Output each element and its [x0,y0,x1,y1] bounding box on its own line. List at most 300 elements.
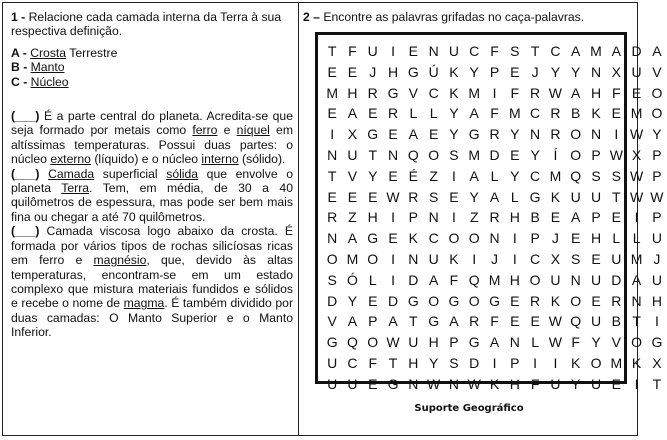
grid-letter[interactable]: U [448,43,459,59]
grid-letter[interactable]: T [327,167,337,184]
grid-letter[interactable]: T [409,313,418,330]
grid-letter[interactable]: C [530,167,541,184]
grid-letter[interactable]: U [590,375,602,392]
grid-letter[interactable]: N [570,271,581,288]
grid-letter[interactable]: U [550,271,561,288]
grid-letter[interactable]: R [550,105,561,122]
grid-letter[interactable]: I [654,313,659,330]
grid-letter[interactable]: N [530,126,541,143]
word-search-grid[interactable] [322,41,667,395]
grid-letter[interactable]: F [530,375,540,392]
grid-letter[interactable]: Y [550,63,561,80]
grid-letter[interactable]: I [492,84,497,101]
grid-letter[interactable]: Y [368,167,378,184]
grid-letter[interactable]: O [468,292,480,309]
grid-letter[interactable]: P [408,209,418,226]
grid-letter[interactable]: T [327,43,337,59]
grid-letter[interactable]: C [428,84,439,101]
grid-letter[interactable]: L [632,230,641,247]
grid-letter[interactable]: E [510,63,520,80]
grid-letter[interactable]: V [347,167,358,184]
grid-letter[interactable]: N [590,126,602,143]
grid-letter[interactable]: V [327,313,337,330]
grid-letter[interactable]: M [326,84,338,101]
grid-letter[interactable]: U [590,271,602,288]
grid-letter[interactable]: E [347,63,358,80]
grid-letter[interactable]: I [512,230,517,247]
grid-letter[interactable]: U [570,188,581,205]
grid-letter[interactable]: G [387,84,399,101]
grid-letter[interactable]: F [510,84,520,101]
grid-letter[interactable]: M [346,250,359,267]
grid-letter[interactable]: D [631,43,642,59]
grid-letter[interactable]: J [491,250,499,267]
grid-letter[interactable]: R [489,209,500,226]
grid-letter[interactable]: O [468,230,480,247]
grid-letter[interactable]: N [387,146,399,163]
grid-letter[interactable]: S [428,188,439,205]
grid-letter[interactable]: E [368,105,378,122]
grid-letter[interactable]: E [388,126,398,143]
grid-letter[interactable]: O [570,146,582,163]
grid-letter[interactable]: O [570,126,582,143]
grid-letter[interactable]: X [631,146,642,163]
grid-letter[interactable]: N [509,334,520,351]
grid-letter[interactable]: Ó [347,271,358,288]
grid-letter[interactable]: O [448,230,460,247]
grid-letter[interactable]: P [652,209,662,226]
grid-letter[interactable]: Q [468,271,480,288]
grid-letter[interactable]: Z [469,209,479,226]
grid-letter[interactable]: U [347,146,358,163]
option-word: Manto [30,60,65,75]
grid-letter[interactable]: O [367,250,379,267]
grid-letter[interactable]: Y [449,105,459,122]
grid-letter[interactable]: A [571,84,581,101]
grid-letter[interactable]: N [428,43,439,59]
grid-letter[interactable]: M [610,354,623,371]
grid-letter[interactable]: M [630,250,643,267]
grid-letter[interactable]: F [490,313,499,330]
grid-letter[interactable]: T [652,375,662,392]
grid-letter[interactable]: A [469,105,479,122]
grid-letter[interactable]: G [326,334,338,351]
grid-letter[interactable]: S [510,43,520,59]
grid-letter[interactable]: Y [591,334,601,351]
grid-letter[interactable]: E [611,375,621,392]
grid-letter[interactable]: D [387,292,399,309]
grid-letter[interactable]: P [530,230,540,247]
grid-letter[interactable]: I [634,209,639,226]
grid-letter[interactable]: G [428,313,440,330]
grid-letter[interactable]: V [611,334,621,351]
grid-letter[interactable]: O [651,105,663,122]
grid-letter[interactable]: I [451,167,456,184]
grid-letter[interactable]: U [550,375,561,392]
grid-letter[interactable]: É [408,167,418,184]
grid-letter[interactable]: Y [571,375,581,392]
grid-letter[interactable]: E [591,250,601,267]
grid-letter[interactable]: Y [469,188,479,205]
grid-letter[interactable]: P [591,146,601,163]
grid-letter[interactable]: U [631,63,642,80]
grid-letter[interactable]: N [489,230,500,247]
grid-letter[interactable]: A [347,105,358,122]
grid-letter[interactable]: W [548,84,563,101]
grid-letter[interactable]: C [469,43,480,59]
grid-letter[interactable]: T [612,188,621,205]
grid-letter[interactable]: L [409,105,418,122]
grid-letter[interactable]: I [330,126,335,143]
grid-letter[interactable]: A [469,167,479,184]
grid-letter[interactable]: M [630,105,643,122]
answer-blank[interactable]: (___) [11,109,40,124]
grid-letter[interactable]: M [590,43,602,59]
grid-letter[interactable]: A [449,313,459,330]
grid-letter[interactable]: P [449,334,459,351]
grid-letter[interactable]: K [449,63,459,80]
grid-letter[interactable]: Q [407,146,419,163]
grid-letter[interactable]: I [451,209,456,226]
grid-letter[interactable]: Q [570,313,582,330]
grid-letter[interactable]: G [367,230,379,247]
grid-letter[interactable]: H [509,375,520,392]
grid-letter[interactable]: D [489,146,500,163]
grid-letter[interactable]: V [652,63,662,80]
grid-letter[interactable]: N [448,375,459,392]
grid-letter[interactable]: O [326,250,338,267]
grid-letter[interactable]: B [571,105,581,122]
grid-letter[interactable]: N [428,209,439,226]
grid-letter[interactable]: A [489,188,500,205]
grid-letter[interactable]: T [368,146,378,163]
grid-letter[interactable]: Y [652,126,662,143]
grid-letter[interactable]: C [550,43,561,59]
grid-letter[interactable]: U [590,188,602,205]
grid-letter[interactable]: W [650,188,664,205]
grid-letter[interactable]: O [428,146,440,163]
grid-letter[interactable]: C [428,230,439,247]
grid-letter[interactable]: M [488,271,501,288]
grid-letter[interactable]: J [369,63,377,80]
grid-letter[interactable]: Y [428,354,439,371]
grid-letter[interactable]: L [368,271,377,288]
grid-letter[interactable]: E [631,84,642,101]
grid-letter[interactable]: K [449,250,459,267]
grid-letter[interactable]: A [347,313,358,330]
grid-letter[interactable]: O [367,334,379,351]
grid-letter[interactable]: I [391,209,395,226]
grid-letter[interactable]: W [427,375,441,392]
grid-letter[interactable]: K [631,354,642,371]
grid-letter[interactable]: A [611,43,621,59]
grid-letter[interactable]: M [508,105,521,122]
grid-letter[interactable]: Y [469,63,479,80]
grid-letter[interactable]: I [391,43,395,59]
grid-letter[interactable]: Q [347,334,358,351]
grid-letter[interactable]: I [391,271,395,288]
grid-letter[interactable]: W [629,126,644,143]
grid-letter[interactable]: P [652,146,662,163]
grid-letter[interactable]: I [391,250,395,267]
grid-letter[interactable]: E [611,105,621,122]
grid-letter[interactable]: J [551,230,559,247]
grid-letter[interactable]: E [368,375,378,392]
grid-letter[interactable]: Y [530,146,540,163]
grid-letter[interactable]: L [531,334,540,351]
grid-letter[interactable]: S [611,167,621,184]
grid-letter[interactable]: W [629,167,644,184]
grid-letter[interactable]: G [529,188,541,205]
grid-letter[interactable]: A [347,230,358,247]
grid-letter[interactable]: O [590,354,602,371]
grid-letter[interactable]: F [571,334,580,351]
grid-letter[interactable]: Y [449,126,459,143]
answer-blank[interactable]: (___) [11,224,40,239]
grid-letter[interactable]: I [614,126,619,143]
grid-letter[interactable]: R [367,84,378,101]
grid-letter[interactable]: A [388,313,398,330]
grid-letter[interactable]: D [611,271,622,288]
grid-letter[interactable]: V [408,84,418,101]
grid-letter[interactable]: D [408,271,419,288]
grid-letter[interactable]: N [408,375,419,392]
grid-letter[interactable]: G [407,63,419,80]
grid-letter[interactable]: W [386,334,400,351]
grid-letter[interactable]: U [327,375,338,392]
grid-letter[interactable]: X [611,63,621,80]
grid-letter[interactable]: M [468,146,481,163]
grid-letter[interactable]: E [327,63,337,80]
grid-letter[interactable]: O [529,271,541,288]
grid-letter[interactable]: I [533,354,538,371]
grid-letter[interactable]: E [408,43,418,59]
grid-letter[interactable]: S [591,167,601,184]
grid-letter[interactable]: M [468,84,481,101]
grid-letter[interactable]: D [327,292,338,309]
grid-letter[interactable]: E [388,230,398,247]
grid-letter[interactable]: F [348,43,357,59]
grid-letter[interactable]: P [368,313,378,330]
grid-letter[interactable]: U [327,354,338,371]
grid-letter[interactable]: A [408,126,418,143]
grid-letter[interactable]: O [651,84,663,101]
grid-letter[interactable]: C [530,105,541,122]
grid-letter[interactable]: L [612,230,621,247]
grid-letter[interactable]: Z [348,209,357,226]
grid-letter[interactable]: P [510,354,520,371]
keyword: magma [123,296,165,311]
grid-letter[interactable]: C [347,354,358,371]
layer-options [11,46,293,89]
grid-letter[interactable]: E [510,313,520,330]
grid-letter[interactable]: C [530,250,541,267]
grid-letter[interactable]: K [449,84,459,101]
grid-letter[interactable]: X [652,354,662,371]
grid-letter[interactable]: A [652,43,662,59]
grid-letter[interactable]: W [548,313,563,330]
grid-letter[interactable]: G [448,292,460,309]
grid-letter[interactable]: H [651,292,662,309]
grid-letter[interactable]: I [634,375,639,392]
grid-letter[interactable]: D [469,354,480,371]
grid-letter[interactable]: H [509,209,520,226]
grid-letter[interactable]: H [590,84,602,101]
grid-letter[interactable]: E [368,188,378,205]
grid-letter[interactable]: Y [510,126,520,143]
grid-letter[interactable]: N [327,146,338,163]
grid-letter[interactable]: E [347,188,358,205]
grid-letter[interactable]: G [489,292,500,309]
grid-letter[interactable]: A [631,271,642,288]
grid-letter[interactable]: G [651,334,663,351]
grid-letter[interactable]: Y [571,63,581,80]
grid-letter[interactable]: I [512,250,517,267]
grid-letter[interactable]: N [408,250,419,267]
grid-letter[interactable]: Q [570,167,582,184]
grid-letter[interactable]: E [510,146,520,163]
grid-letter[interactable]: G [367,126,379,143]
grid-letter[interactable]: O [428,292,440,309]
grid-letter[interactable]: O [631,334,643,351]
grid-letter[interactable]: H [347,84,358,101]
grid-letter[interactable]: B [530,209,540,226]
grid-letter[interactable]: E [550,209,561,226]
grid-letter[interactable]: W [629,188,644,205]
grid-letter[interactable]: T [388,354,398,371]
grid-letter[interactable]: F [490,105,499,122]
grid-letter[interactable]: S [571,250,581,267]
grid-letter[interactable]: H [367,209,378,226]
grid-letter[interactable]: G [468,334,480,351]
grid-letter[interactable]: R [489,126,500,143]
grid-letter[interactable]: U [367,43,378,59]
grid-letter[interactable]: G [387,375,399,392]
grid-letter[interactable]: R [530,292,541,309]
question-1-title [11,10,293,39]
grid-letter[interactable]: S [327,271,337,288]
grid-letter[interactable]: K [550,292,561,309]
grid-letter[interactable]: E [428,126,439,143]
grid-letter[interactable]: O [570,292,582,309]
grid-letter[interactable]: B [611,313,621,330]
grid-letter[interactable]: G [468,126,480,143]
grid-letter[interactable]: U [590,313,602,330]
grid-letter[interactable]: J [531,63,539,80]
grid-letter[interactable]: T [530,43,540,59]
grid-letter[interactable]: R [550,126,561,143]
grid-letter[interactable]: H [408,354,419,371]
grid-letter[interactable]: E [327,188,337,205]
grid-letter[interactable]: A [571,209,581,226]
grid-letter[interactable]: K [550,188,561,205]
grid-letter[interactable]: R [327,209,338,226]
grid-letter[interactable]: H [428,334,439,351]
grid-letter[interactable]: N [631,292,642,309]
grid-letter[interactable]: X [550,250,561,267]
grid-letter[interactable]: J [653,250,661,267]
grid-letter[interactable]: U [651,271,662,288]
grid-letter[interactable]: R [387,105,399,122]
grid-letter[interactable]: L [490,167,499,184]
grid-letter[interactable]: P [591,209,601,226]
grid-letter[interactable]: R [611,292,622,309]
grid-letter[interactable]: U [428,250,439,267]
grid-letter[interactable]: Í [553,146,558,163]
grid-letter[interactable]: E [510,292,520,309]
grid-letter[interactable]: X [347,126,358,143]
grid-letter[interactable]: H [509,271,520,288]
grid-letter[interactable]: P [489,63,500,80]
grid-letter[interactable]: E [388,167,398,184]
grid-letter[interactable]: F [368,354,378,371]
grid-letter[interactable]: H [387,63,399,80]
grid-letter[interactable]: K [408,230,418,247]
grid-letter[interactable]: W [467,375,481,392]
grid-letter[interactable]: W [609,146,623,163]
grid-letter[interactable]: E [611,209,621,226]
option-b [11,60,293,74]
grid-letter[interactable]: Z [429,167,438,184]
grid-letter[interactable]: L [510,188,519,205]
grid-row [322,311,667,332]
grid-letter[interactable]: W [548,334,563,351]
grid-letter[interactable]: I [492,354,497,371]
grid-letter[interactable]: E [530,313,540,330]
grid-letter[interactable]: K [489,375,500,392]
grid-letter[interactable]: N [327,230,338,247]
grid-letter[interactable]: E [591,292,601,309]
grid-letter[interactable]: K [571,354,581,371]
grid-letter[interactable]: N [590,63,602,80]
grid-letter[interactable]: Y [510,167,520,184]
grid-letter[interactable]: H [590,230,602,247]
grid-letter[interactable]: U [611,250,622,267]
grid-letter[interactable]: A [571,43,581,59]
grid-letter[interactable]: W [386,188,400,205]
grid-letter[interactable]: L [429,105,438,122]
grid-letter[interactable]: Y [347,292,358,309]
grid-letter[interactable]: R [469,313,480,330]
grid-letter[interactable]: U [651,230,662,247]
grid-letter[interactable]: M [549,167,562,184]
grid-letter[interactable]: E [571,230,581,247]
grid-letter[interactable]: F [490,43,499,59]
grid-letter[interactable]: R [408,188,419,205]
grid-letter[interactable]: P [652,167,662,184]
grid-letter[interactable]: A [489,334,500,351]
grid-letter[interactable]: A [428,271,439,288]
grid-letter[interactable]: T [632,313,641,330]
grid-letter[interactable]: U [408,334,419,351]
grid-letter[interactable]: S [449,146,459,163]
grid-letter[interactable]: E [368,292,378,309]
grid-letter[interactable]: F [449,271,459,288]
grid-letter[interactable]: F [612,84,621,101]
grid-letter[interactable]: I [553,354,558,371]
grid-letter[interactable]: R [530,84,541,101]
answer-blank[interactable]: (___) [11,166,40,181]
grid-letter[interactable]: K [591,105,601,122]
grid-letter[interactable]: S [449,354,459,371]
grid-letter[interactable]: U [347,375,358,392]
grid-letter[interactable]: Ú [428,63,439,80]
grid-letter[interactable]: G [407,292,419,309]
grid-letter[interactable]: I [472,250,477,267]
text: e [217,123,237,138]
grid-letter[interactable]: E [449,188,459,205]
grid-letter[interactable]: E [327,105,337,122]
